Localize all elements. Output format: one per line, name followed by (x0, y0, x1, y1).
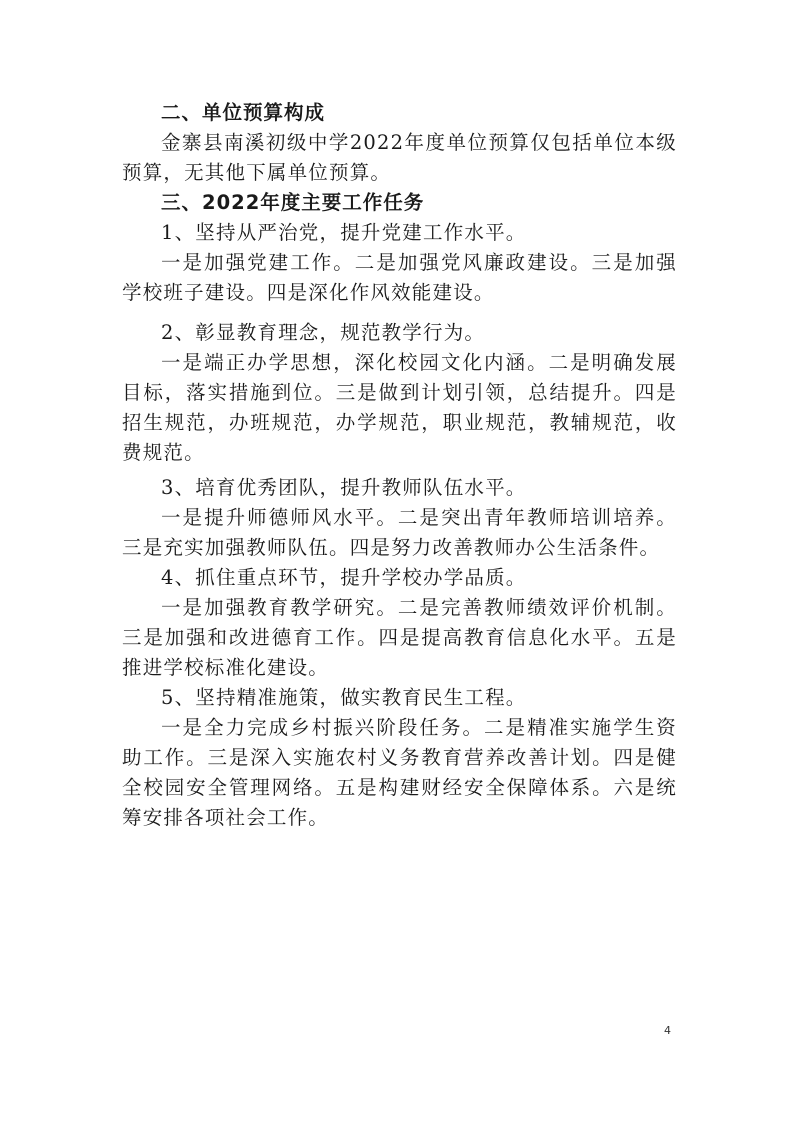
task-4-title: 4、抓住重点环节，提升学校办学品质。 (161, 566, 527, 589)
task-5-body: 一是全力完成乡村振兴阶段任务。二是精准实施学生资助工作。三是深入实施农村义务教育营养改善计划。四是健全校园安全管理网络。五是构建财经安全保障体系。六是统筹安排各项社会工作。 (122, 716, 677, 829)
task-5-title: 5、坚持精准施策，做实教育民生工程。 (161, 686, 527, 709)
document-content (122, 98, 677, 833)
section-heading-budget-composition: 二、单位预算构成 (161, 101, 326, 124)
task-2-body: 一是端正办学思想，深化校园文化内涵。二是明确发展目标，落实措施到位。三是做到计划引领，总结提升。四是招生规范，办班规范，办学规范，职业规范，教辅规范，收费规范。 (122, 351, 677, 464)
task-3-title: 3、培育优秀团队，提升教师队伍水平。 (161, 476, 527, 499)
budget-composition-paragraph: 金寨县南溪初级中学2022年度单位预算仅包括单位本级预算，无其他下属单位预算。 (122, 131, 677, 184)
section-heading-main-tasks: 三、2022年度主要工作任务 (161, 191, 425, 214)
task-1-title: 1、坚持从严治党，提升党建工作水平。 (161, 221, 527, 244)
task-3-body: 一是提升师德师风水平。二是突出青年教师培训培养。三是充实加强教师队伍。四是努力改善教师办公生活条件。 (122, 506, 677, 559)
task-2-title: 2、彰显教育理念，规范教学行为。 (161, 321, 486, 344)
task-4-body: 一是加强教育教学研究。二是完善教师绩效评价机制。三是加强和改进德育工作。四是提高教育信息化水平。五是推进学校标准化建设。 (122, 596, 677, 679)
page-number: 4 (664, 1024, 671, 1037)
task-1-body: 一是加强党建工作。二是加强党风廉政建设。三是加强学校班子建设。四是深化作风效能建设。 (122, 251, 677, 304)
